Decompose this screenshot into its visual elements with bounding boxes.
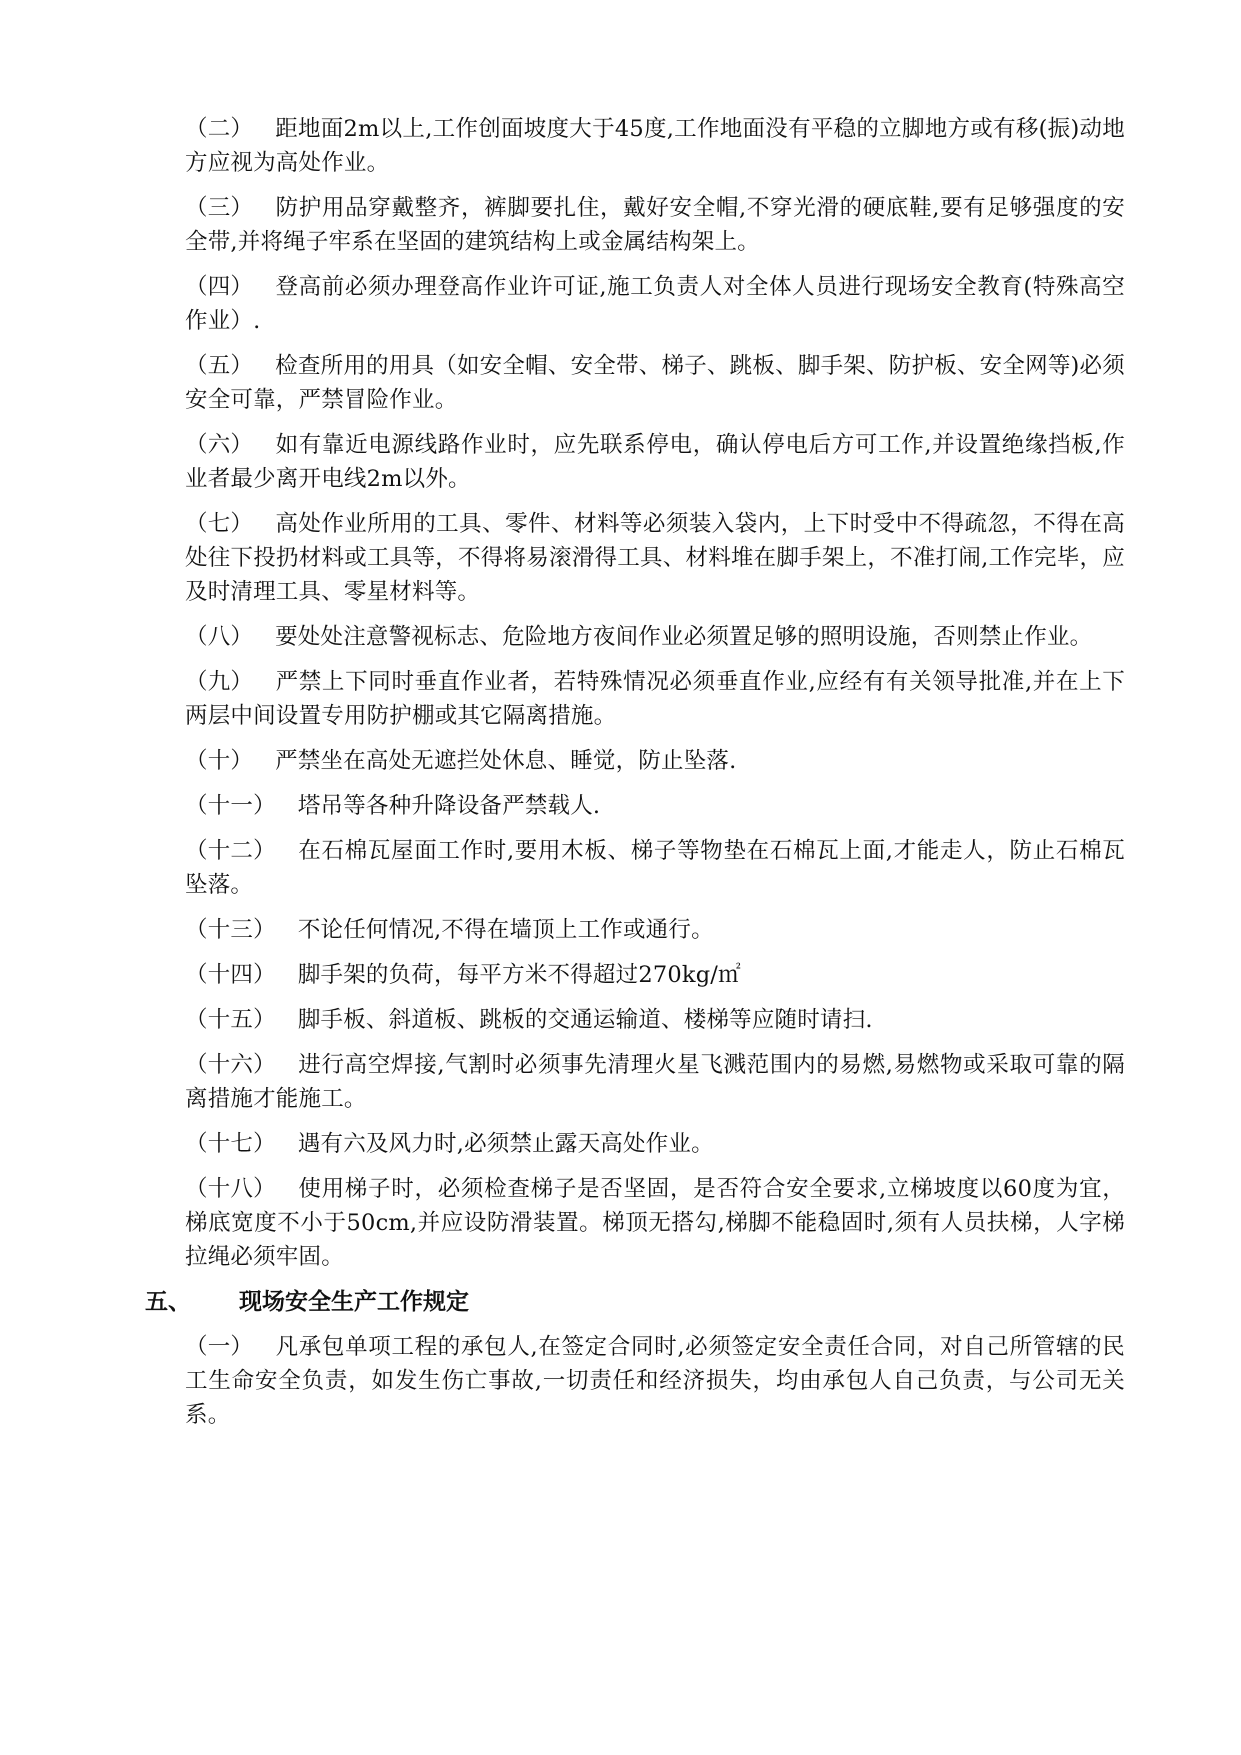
item-number: （十二） [185,838,276,864]
item-text: 严禁坐在高处无遮拦处休息、睡觉，防止坠落. [275,748,737,774]
rule-item-4 [185,270,1125,338]
item-text: 使用梯子时，必须检查梯子是否坚固，是否符合安全要求,立梯坡度以60度为宜，梯底宽度不小于50cm,并应设防滑装置。梯顶无搭勾,梯脚不能稳固时,须有人员扶梯，人字梯拉绳必须牢固。 [185,1176,1125,1270]
rule-item-14 [185,958,1125,992]
item-text: 防护用品穿戴整齐，裤脚要扎住，戴好安全帽,不穿光滑的硬底鞋,要有足够强度的安全带,并将绳子牢系在坚固的建筑结构上或金属结构架上。 [185,195,1125,255]
item-number: （十八） [185,1176,276,1202]
rule-item-18 [185,1172,1125,1274]
item-text: 凡承包单项工程的承包人,在签定合同时,必须签定安全责任合同，对自己所管辖的民工生命安全负责，如发生伤亡事故,一切责任和经济损失，均由承包人自己负责，与公司无关系。 [185,1334,1125,1428]
item-text: 脚手板、斜道板、跳板的交通运输道、楼梯等应随时请扫. [297,1007,873,1033]
rule-item-2 [185,112,1125,180]
rule-item-8 [185,620,1125,654]
rule-item-5 [185,349,1125,417]
item-text: 塔吊等各种升降设备严禁载人. [297,793,601,819]
document-body [145,112,1125,1443]
item-text: 登高前必须办理登高作业许可证,施工负责人对全体人员进行现场安全教育(特殊高空作业）. [185,274,1125,334]
item-text: 在石棉瓦屋面工作时,要用木板、梯子等物垫在石棉瓦上面,才能走人，防止石棉瓦坠落。 [185,838,1125,898]
item-number: （九） [185,669,254,695]
rule-item-10 [185,744,1125,778]
item-number: （三） [185,195,254,221]
item-text: 严禁上下同时垂直作业者，若特殊情况必须垂直作业,应经有有关领导批准,并在上下两层中间设置专用防护棚或其它隔离措施。 [185,669,1125,729]
section-item-1 [185,1330,1125,1432]
item-number: （十七） [185,1131,276,1157]
rule-item-12 [185,834,1125,902]
item-number: （二） [185,116,254,142]
item-text: 检查所用的用具（如安全帽、安全带、梯子、跳板、脚手架、防护板、安全网等)必须安全可靠，严禁冒险作业。 [185,353,1125,413]
item-text: 进行高空焊接,气割时必须事先清理火星飞溅范围内的易燃,易燃物或采取可靠的隔离措施才能施工。 [185,1052,1125,1112]
rule-item-17 [185,1127,1125,1161]
item-text: 不论任何情况,不得在墙顶上工作或通行。 [297,917,714,943]
item-text: 要处处注意警视标志、危险地方夜间作业必须置足够的照明设施，否则禁止作业。 [275,624,1093,650]
rule-item-9 [185,665,1125,733]
section-heading [145,1285,1085,1319]
section-number: 五、 [145,1289,191,1315]
item-number: （七） [185,511,254,537]
item-number: （十六） [185,1052,276,1078]
item-number: （十） [185,748,254,774]
item-number: （一） [185,1334,254,1360]
item-text: 如有靠近电源线路作业时，应先联系停电，确认停电后方可工作,并设置绝缘挡板,作业者最少离开电线2m以外。 [185,432,1125,492]
rule-item-3 [185,191,1125,259]
item-number: （六） [185,432,254,458]
item-text: 遇有六及风力时,必须禁止露天高处作业。 [297,1131,714,1157]
item-text: 脚手架的负荷，每平方米不得超过270kg/㎡ [297,962,741,988]
item-number: （五） [185,353,254,379]
item-number: （十一） [185,793,276,819]
rule-item-11 [185,789,1125,823]
rule-item-13 [185,913,1125,947]
item-number: （四） [185,274,254,300]
rule-item-7 [185,507,1125,609]
rule-item-6 [185,428,1125,496]
item-text: 高处作业所用的工具、零件、材料等必须装入袋内，上下时受中不得疏忽，不得在高处往下投扔材料或工具等，不得将易滚滑得工具、材料堆在脚手架上，不准打闹,工作完毕，应及时清理工具、零星材料等。 [185,511,1125,605]
item-text: 距地面2m以上,工作创面坡度大于45度,工作地面没有平稳的立脚地方或有移(振)动地方应视为高处作业。 [185,116,1125,176]
item-number: （十三） [185,917,276,943]
rule-item-15 [185,1003,1125,1037]
item-number: （八） [185,624,254,650]
item-number: （十五） [185,1007,276,1033]
section-title: 现场安全生产工作规定 [239,1289,469,1315]
rule-item-16 [185,1048,1125,1116]
item-number: （十四） [185,962,276,988]
